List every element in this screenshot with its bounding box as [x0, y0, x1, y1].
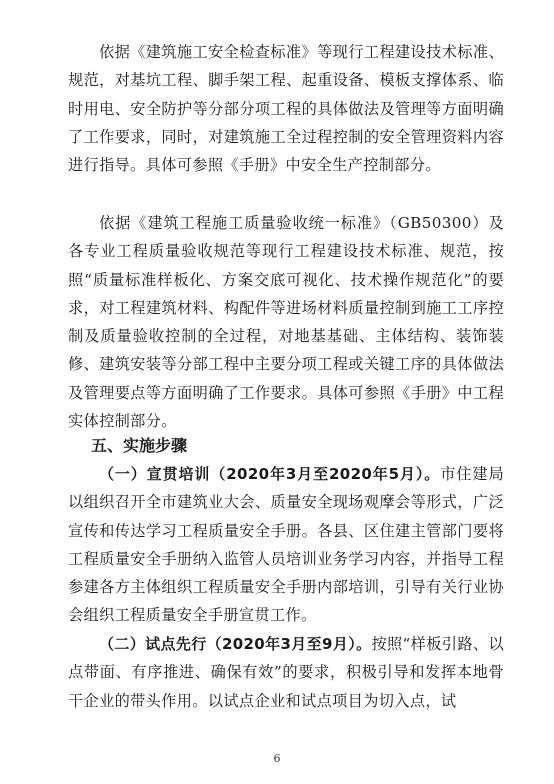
step-title: （二）试点先行（2020年3月至9月）。: [99, 635, 372, 653]
paragraph-quality-standards: [68, 209, 504, 435]
paragraph-training: [68, 460, 504, 630]
paragraph-safety-standards: [68, 38, 504, 179]
paragraph-pilot: [68, 630, 504, 715]
paragraph-text: 按照“样板引路、以点带面、有序推进、确保有效”的要求，积极引导和发挥本地骨干企业的带头作用。以试点企业和试点项目为切入点，试: [68, 635, 504, 710]
section-heading: 五、实施步骤: [91, 436, 188, 455]
paragraph-text: 依据《建筑施工安全检查标准》等现行工程建设技术标准、规范，对基坑工程、脚手架工程、起重设备、模板支撑体系、临时用电、安全防护等分部分项工程的具体做法及管理等方面明确了工作要求，同时，对建筑施工全过程控制的安全管理资料内容进行指导。具体可参照《手册》中安全生产控制部分。: [68, 43, 504, 175]
page-number: 6: [273, 752, 281, 765]
paragraph-text: 依据《建筑工程施工质量验收统一标准》（GB50300）及各专业工程质量验收规范等现行工程建设技术标准、规范，按照“质量标准样板化、方案交底可视化、技术操作规范化”的要求，对工程建筑材料、构配件等进场材料质量控制到施工工序控制及质量验收控制的全过程，对地基基础、主体结构、装饰装修、建筑安装等分部工程中主要分项工程或关键工序的具体做法及管理要点等方面明确了工作要求。具体可参照《手册》中工程实体控制部分。: [68, 214, 504, 431]
step-title: （一）宣贯培训（2020年3月至2020年5月）。: [99, 465, 441, 483]
paragraph-text: 市住建局以组织召开全市建筑业大会、质量安全现场观摩会等形式，广泛宣传和传达学习工程质量安全手册。各县、区住建主管部门要将工程质量安全手册纳入监管人员培训业务学习内容，并指导工程参建各方主体组织工程质量安全手册内部培训，引导有关行业协会组织工程质量安全手册宣贯工作。: [68, 465, 505, 625]
